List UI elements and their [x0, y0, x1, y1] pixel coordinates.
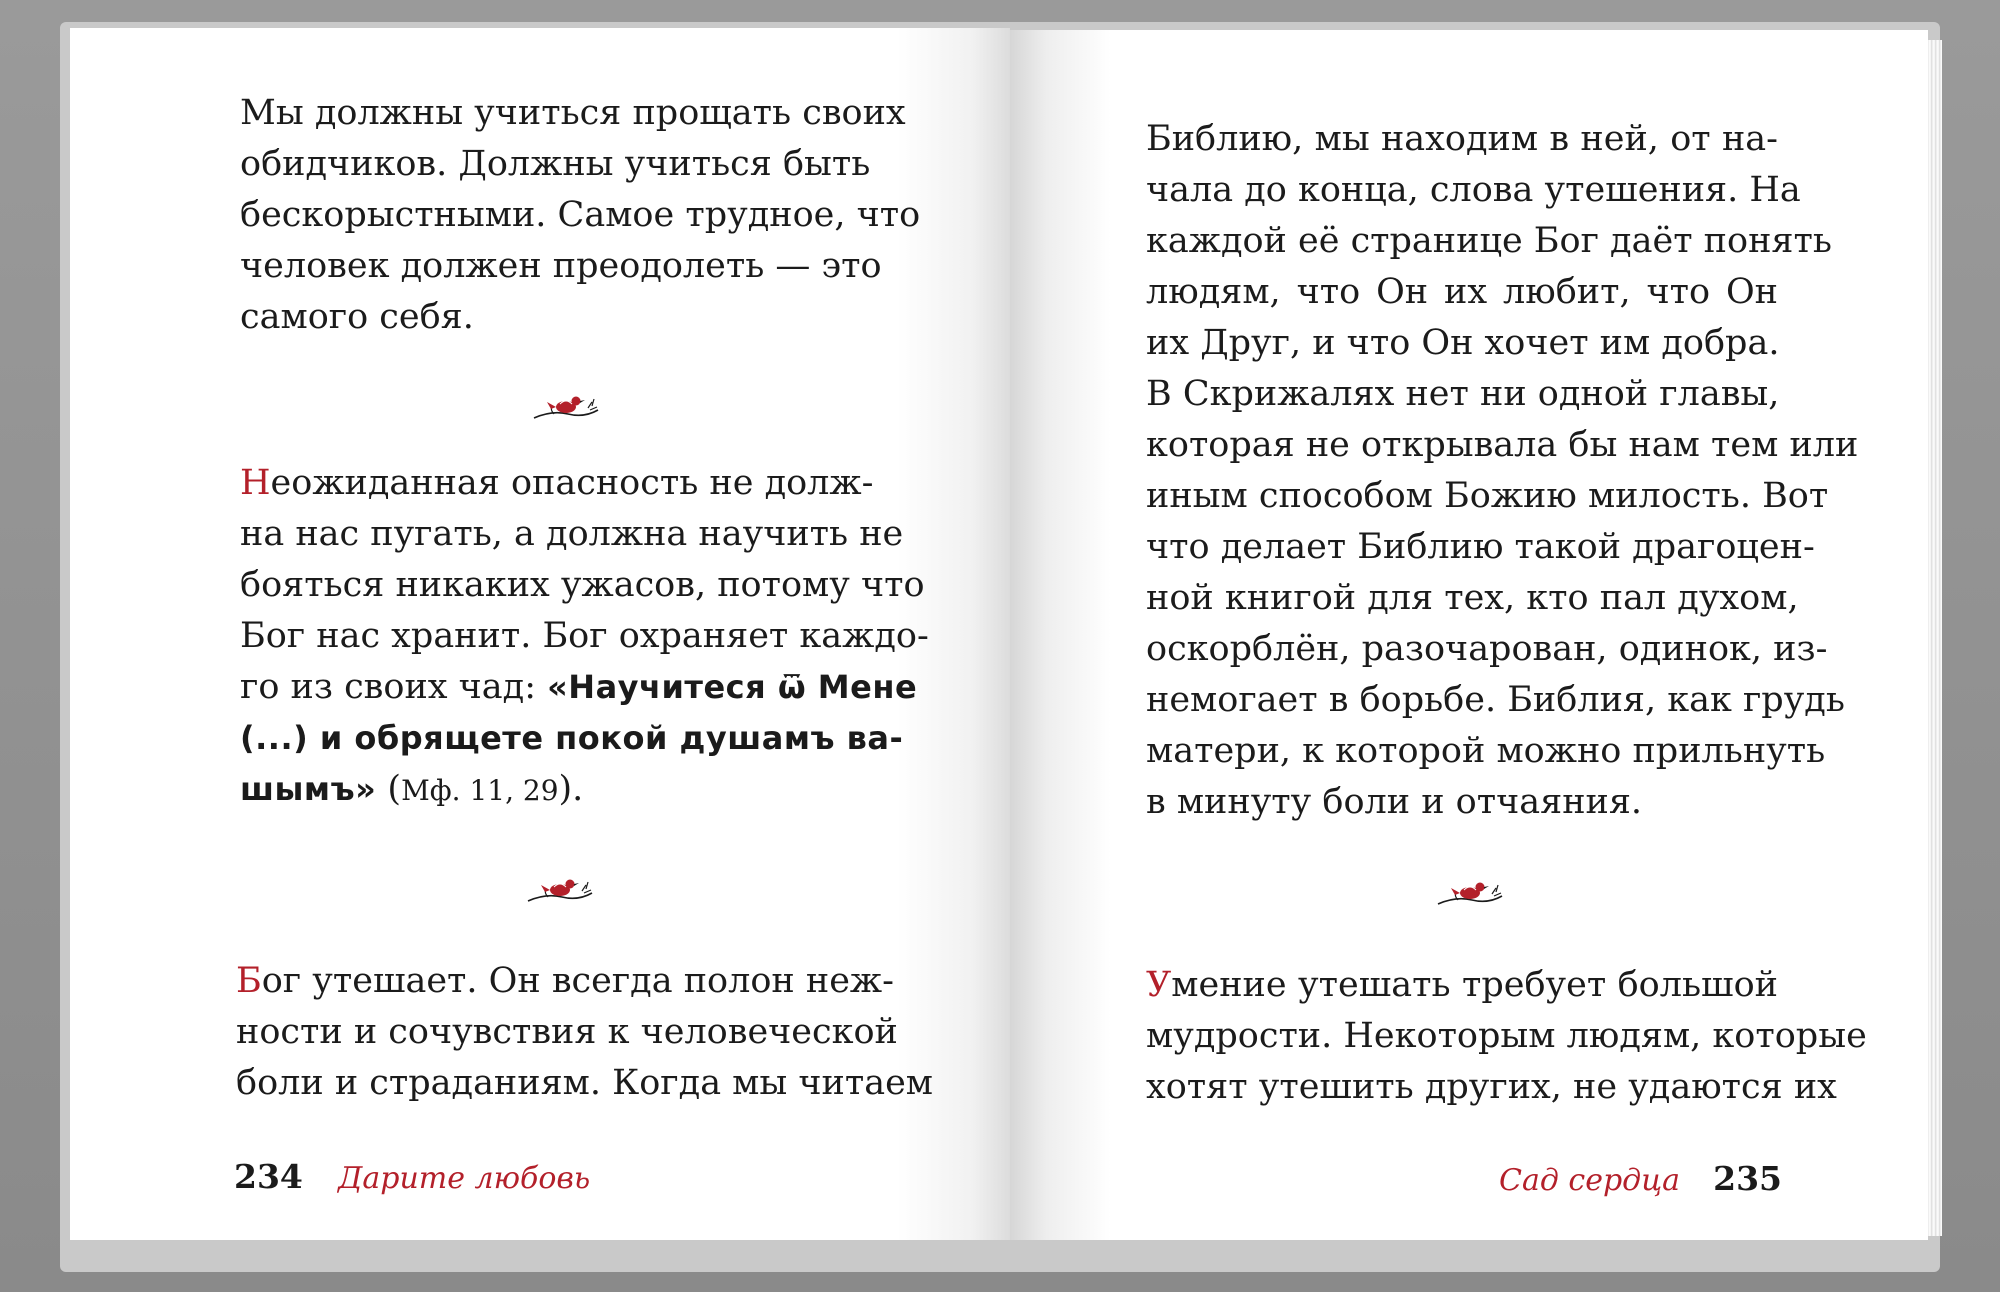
text-line: матери, к которой можно прильнуть: [1146, 731, 1826, 771]
text-line: Бог нас хранит. Бог охраняет каждо-: [240, 616, 929, 656]
running-head: Дарите любовь: [337, 1161, 591, 1196]
text-line: боли и страданиям. Когда мы читаем: [236, 1063, 934, 1103]
text-line: человек должен преодолеть — это: [240, 246, 882, 286]
text-line: ности и сочувствия к человеческой: [236, 1012, 898, 1052]
text-line: Библию, мы находим в ней, от на-: [1146, 119, 1778, 159]
text-line: обидчиков. Должны учиться быть: [240, 144, 871, 184]
text-line: в минуту боли и отчаяния.: [1146, 782, 1643, 822]
left-paragraph-1: [240, 88, 921, 343]
text-line: людям, что Он их любит, что Он: [1146, 272, 1778, 312]
text-line: что делает Библию такой драгоцен-: [1146, 527, 1815, 567]
text-line: Мы должны учиться прощать своих: [240, 93, 906, 133]
drop-initial: У: [1146, 965, 1172, 1005]
text-line: ной книгой для тех, кто пал духом,: [1146, 578, 1799, 618]
page-block-edge: [1928, 40, 1942, 1236]
right-page: [1010, 30, 1928, 1240]
left-paragraph-3: [236, 956, 934, 1109]
running-head: Сад сердца: [1499, 1163, 1681, 1198]
right-paragraph-1: [1146, 114, 1859, 828]
text-line: мудрости. Некоторым людям, которые: [1146, 1016, 1867, 1056]
text-line: бояться никаких ужасов, потому что: [240, 565, 925, 605]
text-line: Бог утешает. Он всегда полон неж-: [236, 961, 894, 1001]
text-line: Неожиданная опасность не долж-: [240, 463, 874, 503]
text-line: немогает в борьбе. Библия, как грудь: [1146, 680, 1845, 720]
text-line: их Друг, и что Он хочет им добра.: [1146, 323, 1780, 363]
bird-on-branch-icon: [1436, 876, 1506, 912]
text-line: каждой её странице Бог даёт понять: [1146, 221, 1832, 261]
text-line: В Скрижалях нет ни одной главы,: [1146, 374, 1780, 414]
slavonic-quote: «Научитеся ѿ Мене: [547, 668, 918, 706]
text-line: иным способом Божию милость. Вот: [1146, 476, 1829, 516]
right-paragraph-2: [1146, 960, 1867, 1113]
bird-on-branch-icon: [532, 390, 602, 426]
text-line: которая не открывала бы нам тем или: [1146, 425, 1859, 465]
text-line: шымъ» (Мф. 11, 29).: [240, 769, 584, 809]
text-line: Умение утешать требует большой: [1146, 965, 1778, 1005]
text-line: бескорыстными. Самое трудное, что: [240, 195, 921, 235]
left-paragraph-2: [240, 458, 929, 815]
slavonic-quote: (...) и обрящете покой душамъ ва-: [240, 719, 904, 757]
page-number: 234: [234, 1157, 303, 1196]
right-page-footer: [1499, 1154, 1782, 1204]
drop-initial: Н: [240, 463, 271, 503]
left-page: [70, 28, 1010, 1240]
page-number: 235: [1713, 1159, 1782, 1198]
text-line: чала до конца, слова утешения. На: [1146, 170, 1801, 210]
scripture-reference: Мф. 11, 29: [401, 774, 559, 807]
text-line: хотят утешить других, не удаются их: [1146, 1067, 1837, 1107]
text-line: самого себя.: [240, 297, 474, 337]
slavonic-quote: шымъ»: [240, 770, 377, 808]
text-line: [240, 713, 904, 764]
text-line: на нас пугать, а должна научить не: [240, 514, 904, 554]
bird-on-branch-icon: [526, 873, 596, 909]
drop-initial: Б: [236, 961, 262, 1001]
text-line: го из своих чад: «Научитеся ѿ Мене: [240, 667, 918, 707]
text-line: оскорблён, разочарован, одинок, из-: [1146, 629, 1828, 669]
left-page-footer: [234, 1152, 590, 1202]
